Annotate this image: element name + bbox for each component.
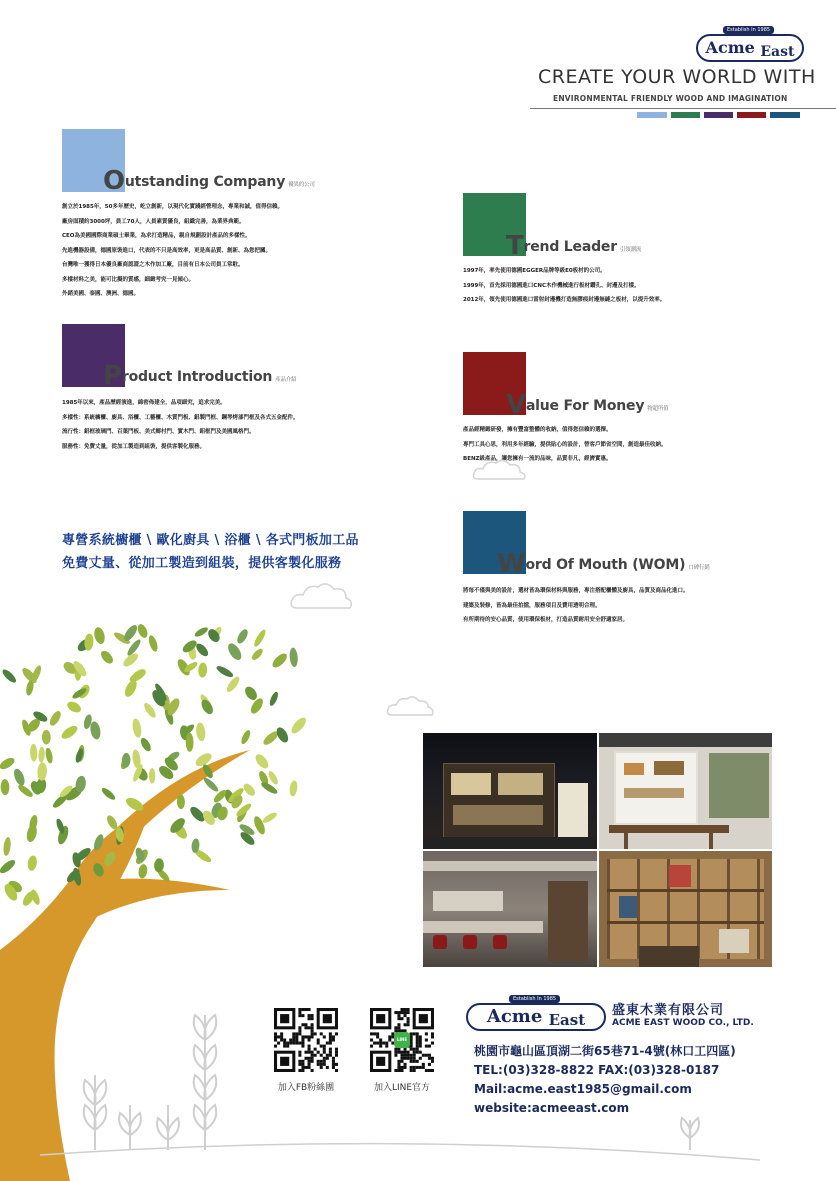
leaf-shape bbox=[2, 837, 11, 857]
leaf-shape bbox=[250, 647, 264, 662]
leaf-shape bbox=[139, 736, 153, 753]
product-initial: P bbox=[103, 361, 122, 391]
leaf-shape bbox=[131, 718, 142, 739]
leaf-shape bbox=[240, 729, 252, 745]
color-bars bbox=[637, 112, 801, 118]
leaf-shape bbox=[193, 626, 209, 639]
promo-text bbox=[62, 529, 359, 575]
trend-line: 1997年，率先使用德國EGGER品牌等級E0板材的公司。 bbox=[463, 268, 606, 274]
address-text: 桃園市龜山區頂湖二街65巷71-4號(林口工四區) bbox=[474, 1044, 736, 1058]
leaf-shape bbox=[0, 858, 17, 876]
leaf-shape bbox=[235, 628, 250, 646]
leaf-shape bbox=[253, 752, 271, 771]
tagline-divider bbox=[530, 108, 836, 109]
company-logo bbox=[466, 995, 606, 1035]
brand-logo bbox=[696, 26, 804, 66]
trend-initial: T bbox=[506, 231, 524, 261]
leaf-shape bbox=[142, 701, 158, 719]
trend-line: 1999年，首先採用德國進口CNC木作機械進行板材鑽孔、封邊及打樣。 bbox=[463, 282, 640, 289]
leaf-shape bbox=[186, 733, 194, 752]
leaf-shape bbox=[198, 662, 208, 677]
outstanding-line: 先進機器設備，德國原裝進口，代表的不只是高效率，更是高品質、創新、為您把關。 bbox=[62, 247, 272, 254]
leaf-shape bbox=[289, 780, 299, 797]
leaf-shape bbox=[0, 779, 9, 795]
outstanding-body bbox=[62, 200, 283, 302]
color-bar-navy bbox=[770, 112, 800, 118]
product-heading bbox=[103, 361, 296, 391]
tagline-headline: CREATE YOUR WORLD WITH bbox=[538, 66, 816, 88]
leaf-shape bbox=[225, 675, 242, 694]
value-line: BENZ級產品，讓您擁有一流的品味，品質非凡，經濟實惠。 bbox=[463, 456, 612, 462]
leaf-shape bbox=[99, 649, 115, 666]
trend-subtitle: 引領潮流 bbox=[619, 247, 642, 253]
leaf-shape bbox=[42, 730, 51, 745]
leaf-shape bbox=[241, 782, 257, 798]
trend-line: 2012年，領先使用德國進口雷射封邊機打造無膠痕封邊無縫之板材，以提升效率。 bbox=[463, 297, 666, 303]
outstanding-title: utstanding Company bbox=[124, 174, 286, 190]
showroom-photo-shelving bbox=[599, 733, 772, 849]
leaf-shape bbox=[48, 709, 63, 727]
showroom-photo-bookcase bbox=[599, 851, 772, 967]
value-title: alue For Money bbox=[525, 398, 645, 414]
product-line: 多樣性：系統櫥櫃、廚具、浴櫃、工藝櫃、木質門板、鋁製門框、鋼琴烤漆門框及各式五金配件。 bbox=[62, 414, 299, 421]
wom-initial: W bbox=[497, 549, 526, 579]
cloud-illustration bbox=[288, 578, 358, 614]
company-name-cn: 盛東木業有限公司 bbox=[612, 1003, 725, 1018]
leaf-shape bbox=[202, 776, 220, 793]
leaf-shape bbox=[0, 756, 16, 772]
product-title: roduct Introduction bbox=[121, 369, 273, 385]
logo-wordmark bbox=[466, 1003, 606, 1031]
outstanding-subtitle: 優異的公司 bbox=[288, 182, 315, 188]
tagline-subheadline: ENVIRONMENTAL FRIENDLY WOOD AND IMAGINATION bbox=[553, 94, 788, 103]
qr-fb[interactable] bbox=[274, 1008, 338, 1072]
value-line: 專門工具心思，利用多年經驗，提供貼心的設計，替客戶節省空間，創造最佳收納。 bbox=[463, 441, 667, 448]
leaf-shape bbox=[195, 722, 206, 742]
leaf-shape bbox=[27, 855, 38, 872]
logo-name-east: East bbox=[760, 44, 795, 60]
leaf-shape bbox=[225, 641, 243, 662]
leaf-shape bbox=[261, 811, 278, 825]
line-icon: LINE bbox=[394, 1032, 410, 1048]
leaf-shape bbox=[138, 864, 149, 880]
trend-body bbox=[463, 264, 665, 308]
logo-established: Establish In 1985 bbox=[509, 995, 560, 1003]
leaf-shape bbox=[30, 744, 38, 762]
product-line: 服務性：免費丈量，從加工製造到組裝，提供客製化服務。 bbox=[62, 443, 206, 450]
leaf-shape bbox=[44, 747, 53, 764]
leaf-shape bbox=[289, 715, 308, 735]
leaf-shape bbox=[149, 768, 155, 783]
leaf-shape bbox=[100, 786, 117, 802]
color-bar-green bbox=[671, 112, 700, 118]
logo-established: Establish In 1985 bbox=[723, 26, 774, 34]
logo-name-acme: Acme bbox=[486, 1006, 543, 1027]
wom-body bbox=[463, 584, 689, 628]
wom-heading bbox=[497, 549, 710, 579]
leaf-shape bbox=[267, 770, 280, 786]
wom-subtitle: 口碑行銷 bbox=[688, 565, 710, 571]
trend-heading bbox=[506, 231, 641, 261]
qr-fb-label: 加入FB粉絲團 bbox=[277, 1083, 335, 1093]
value-line: 產品經精緻研發，擁有豐富整體的收納，值得您信賴的選擇。 bbox=[463, 427, 612, 433]
cloud-illustration bbox=[470, 455, 530, 485]
wom-title: ord Of Mouth (WOM) bbox=[525, 557, 686, 573]
product-line: 流行性：鋁框玻璃門、百葉門板、美式鄉村門、實木門、鋁框門及美國風格門。 bbox=[62, 429, 255, 435]
wom-line: 建築及裝修，皆為最佳拍擋，服務項目及費用透明合理。 bbox=[463, 602, 601, 609]
leaf-shape bbox=[38, 747, 45, 763]
leaf-shape bbox=[270, 651, 289, 670]
outstanding-heading bbox=[103, 166, 315, 196]
outstanding-line: 創立於1985年，50多年歷史，屹立創新，以現代化實踐經營理念，專業和誠，值得信賴。 bbox=[62, 204, 283, 210]
company-name-en: ACME EAST WOOD CO., LTD. bbox=[612, 1018, 754, 1028]
leaf-shape bbox=[37, 762, 47, 781]
color-bar-purple bbox=[704, 112, 733, 118]
leaf-shape bbox=[1, 668, 18, 685]
contact-info bbox=[474, 1042, 736, 1118]
showroom-photo-exterior bbox=[423, 733, 597, 849]
wom-line: 有所期待的安心品質，使用環保板材，打造品質耐用安全舒適家居。 bbox=[463, 617, 629, 623]
leaf-shape bbox=[12, 767, 27, 787]
outstanding-line: 外銷美國、泰國、澳洲、德國。 bbox=[62, 291, 140, 297]
product-subtitle: 產品介紹 bbox=[275, 377, 297, 383]
leaf-shape bbox=[136, 623, 150, 640]
product-line: 1985年以來，產品歷經演進，綿密佈建全，品項細究，追求完美。 bbox=[62, 400, 226, 406]
leaf-shape bbox=[93, 626, 107, 645]
leaf-shape bbox=[147, 634, 159, 652]
value-subtitle: 物超所值 bbox=[647, 406, 669, 412]
outstanding-line: 廠房面積約3000坪，員工70人，人員素質優良，組織完善，為業界典範。 bbox=[62, 218, 245, 225]
website-link[interactable]: website:acmeeast.com bbox=[474, 1101, 630, 1115]
leaf-shape bbox=[243, 684, 260, 702]
color-bar-blue bbox=[637, 112, 667, 118]
leaf-shape bbox=[289, 647, 299, 667]
promo-line-services: 專營系統櫥櫃 \ 歐化廚具 \ 浴櫃 \ 各式門板加工品 bbox=[62, 533, 359, 548]
showroom-photo-office bbox=[423, 851, 597, 967]
logo-name-acme: Acme bbox=[705, 38, 755, 57]
color-bar-red bbox=[737, 112, 766, 118]
leaf-shape bbox=[215, 664, 235, 679]
logo-wordmark bbox=[696, 34, 804, 62]
promo-line-custom: 免費丈量、從加工製造到組裝，提供客製化服務 bbox=[62, 556, 342, 571]
qr-line-label: 加入LINE官方 bbox=[373, 1083, 431, 1093]
value-heading bbox=[506, 390, 668, 420]
leaf-shape bbox=[268, 691, 279, 707]
qr-line[interactable] bbox=[370, 1008, 434, 1072]
leaf-shape bbox=[65, 699, 82, 714]
outstanding-initial: O bbox=[103, 166, 125, 196]
qr-code-icon bbox=[274, 1008, 338, 1072]
leaf-shape bbox=[252, 628, 267, 648]
outstanding-line: CEO為美國國際商業碩士畢業，為求打造精品，親自規劃設計產品的多樣性。 bbox=[62, 233, 251, 239]
value-initial: V bbox=[506, 390, 526, 420]
trend-title: rend Leader bbox=[523, 239, 617, 255]
phone-fax-text: TEL:(03)328-8822 FAX:(03)328-0187 bbox=[474, 1063, 720, 1077]
product-body bbox=[62, 396, 299, 454]
outstanding-line: 多樣材料之美，能可比擬的質感，細緻考究一見傾心。 bbox=[62, 276, 195, 283]
leaf-shape bbox=[59, 723, 79, 741]
outstanding-line: 台灣唯一獲得日本優良廠商認證之木作加工廠，目前有日本公司員工常駐。 bbox=[62, 262, 244, 268]
logo-name-east: East bbox=[548, 1011, 586, 1029]
leaf-shape bbox=[25, 824, 38, 843]
email-link[interactable]: Mail:acme.east1985@gmail.com bbox=[474, 1082, 692, 1096]
wom-line: 將每不僅與美的設計，選材皆為環保材料與服務，專注搭配櫃體及廚具，品質及商品化進口。 bbox=[463, 588, 689, 594]
